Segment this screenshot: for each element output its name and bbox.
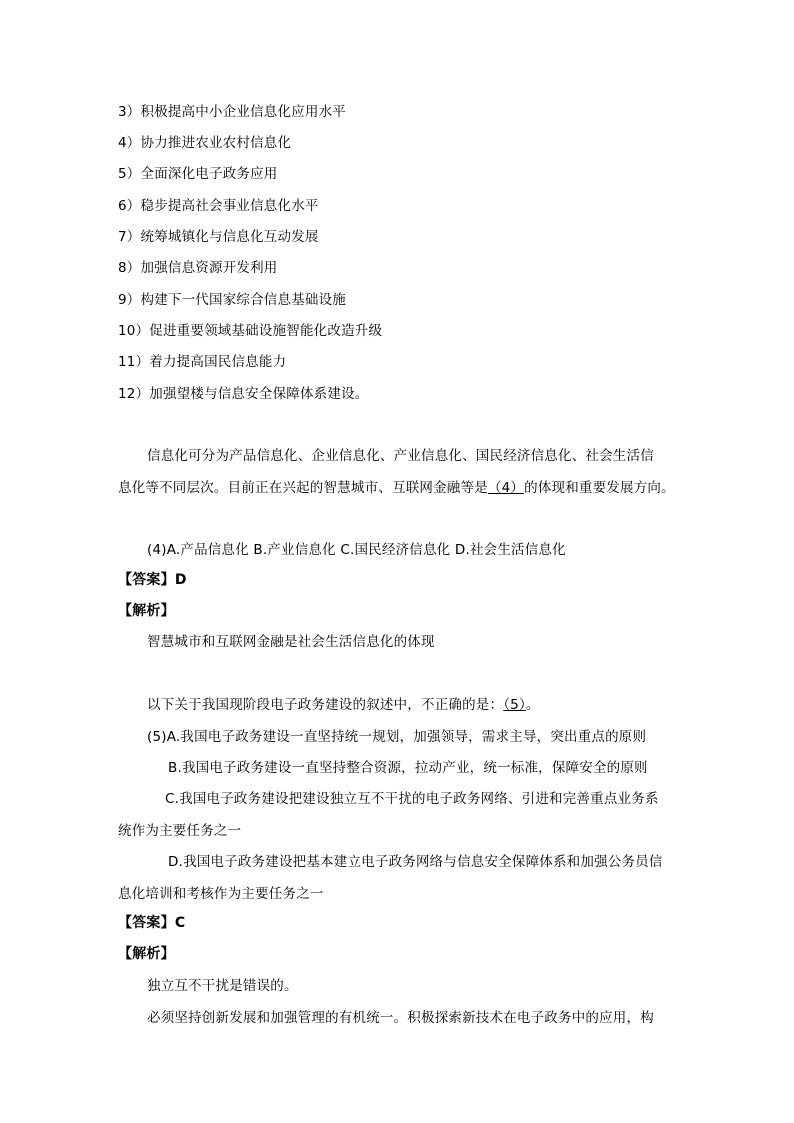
question-5-analysis-line1: 独立互不干扰是错误的。 [147, 978, 298, 994]
question-4-analysis-label: 【解析】 [118, 603, 175, 619]
list-item: 4）协力推进农业农村信息化 [118, 135, 292, 151]
question-4-blank: （4） [487, 480, 525, 496]
question-5-option-c-line1: C.我国电子政务建设把建设独立互不干扰的电子政务网络、引进和完善重点业务系 [165, 791, 659, 807]
question-4-stem-line2: 息化等不同层次。目前正在兴起的智慧城市、互联网金融等是（4）的体现和重要发展方向。 [118, 480, 675, 496]
question-5-option-d-line2: 息化培训和考核作为主要任务之一 [118, 886, 324, 902]
question-5-option-a: (5)A.我国电子政务建设一直坚持统一规划，加强领导，需求主导，突出重点的原则 [147, 729, 647, 745]
question-5-stem: 以下关于我国现阶段电子政务建设的叙述中，不正确的是：（5）。 [147, 697, 540, 713]
question-4-analysis: 智慧城市和互联网金融是社会生活信息化的体现 [147, 634, 435, 650]
question-5-answer: 【答案】C [118, 915, 186, 931]
question-5-analysis-line2: 必须坚持创新发展和加强管理的有机统一。积极探索新技术在电子政务中的应用，构 [147, 1010, 654, 1026]
question-5-blank: （5） [503, 697, 526, 713]
question-5-option-d-line1: D.我国电子政务建设把基本建立电子政务网络与信息安全保障体系和加强公务员信 [168, 854, 663, 870]
list-item: 9）构建下一代国家综合信息基础设施 [118, 292, 346, 308]
list-item: 6）稳步提高社会事业信息化水平 [118, 198, 319, 214]
list-item: 10）促进重要领域基础设施智能化改造升级 [118, 323, 383, 339]
question-4-stem-line1: 信息化可分为产品信息化、企业信息化、产业信息化、国民经济信息化、社会生活信 [147, 448, 654, 464]
question-5-option-b: B.我国电子政务建设一直坚持整合资源，拉动产业，统一标准，保障安全的原则 [168, 760, 648, 776]
question-5-analysis-label: 【解析】 [118, 946, 175, 962]
question-4-options: (4)A.产品信息化 B.产业信息化 C.国民经济信息化 D.社会生活信息化 [147, 542, 566, 558]
question-4-answer: 【答案】D [118, 572, 187, 588]
list-item: 12）加强望楼与信息安全保障体系建设。 [118, 386, 369, 402]
list-item: 5）全面深化电子政务应用 [118, 166, 278, 182]
list-item: 7）统筹城镇化与信息化互动发展 [118, 229, 319, 245]
list-item: 11）着力提高国民信息能力 [118, 354, 287, 370]
list-item: 3）积极提高中小企业信息化应用水平 [118, 104, 346, 120]
question-5-option-c-line2: 统作为主要任务之一 [118, 823, 242, 839]
list-item: 8）加强信息资源开发利用 [118, 260, 278, 276]
